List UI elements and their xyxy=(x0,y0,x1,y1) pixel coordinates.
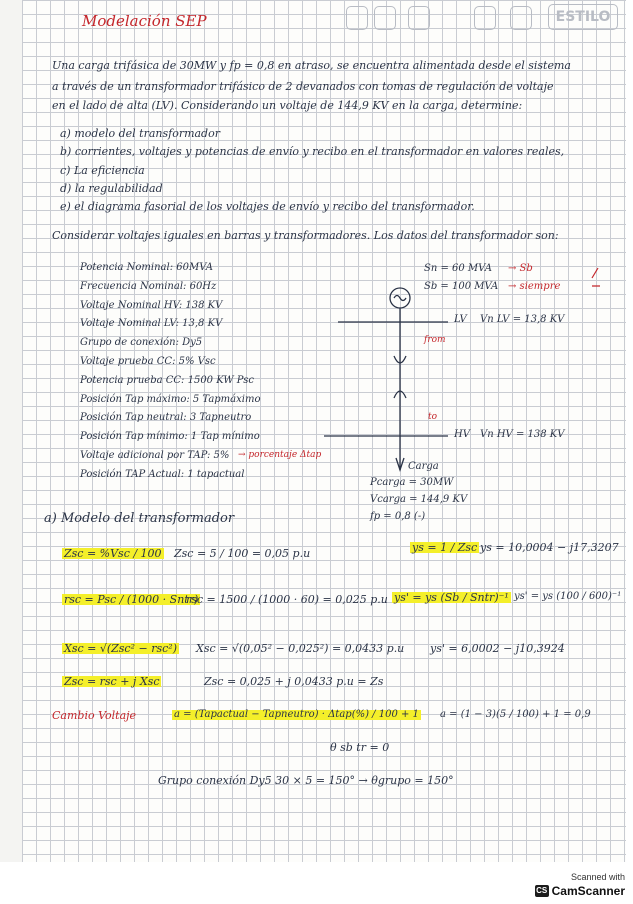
camscanner-logo-icon: CS xyxy=(536,886,548,895)
data-item: Voltaje Nominal LV: 13,8 KV xyxy=(80,318,223,329)
rsc-calc: rsc = 1500 / (1000 · 60) = 0,025 p.u xyxy=(186,593,388,606)
a-formula: a = (Tapactual − Tapneutro) · Δtap(%) / 100 + 1 xyxy=(174,709,419,720)
sb-note: → siempre xyxy=(508,281,561,292)
zsc-calc: Zsc = 5 / 100 = 0,05 p.u xyxy=(174,547,311,560)
data-item: Grupo de conexión: Dy5 xyxy=(80,337,203,348)
a-calc: a = (1 − 3)(5 / 100) + 1 = 0,9 xyxy=(440,709,591,720)
rsc-formula: rsc = Psc / (1000 · Sntr) xyxy=(64,593,199,606)
sn-label: Sn = 60 MVA xyxy=(424,263,492,274)
problem-line-1: Una carga trifásica de 30MW y fp = 0,8 en atraso, se encuentra alimentada desde el sistema xyxy=(52,59,571,72)
zfull-formula: Zsc = rsc + j Xsc xyxy=(64,675,160,688)
lv-label: LV xyxy=(454,314,467,325)
section-a-title: a) Modelo del transformador xyxy=(44,511,235,526)
ys1-value: ys' = 6,0002 − j10,3924 xyxy=(430,642,565,655)
problem-line-3: en el lado de alta (LV). Considerando un voltaje de 144,9 KV en la carga, determine: xyxy=(52,99,523,112)
ys-formula: ys = 1 / Zsc xyxy=(412,541,478,554)
lv-value: Vn LV = 13,8 KV xyxy=(480,314,565,325)
scanner-line-2: CamScanner xyxy=(551,884,625,898)
zfull-calc: Zsc = 0,025 + j 0,0433 p.u = Zs xyxy=(204,675,384,688)
scanner-line-2-row xyxy=(530,884,625,898)
data-item: Voltaje prueba CC: 5% Vsc xyxy=(80,356,216,367)
data-item: Potencia Nominal: 60MVA xyxy=(80,262,213,273)
grupo-line: Grupo conexión Dy5 30 × 5 = 150° → θgrupo = 150° xyxy=(158,774,454,787)
notebook-logo: ESTILO xyxy=(548,4,618,30)
data-item: Posición TAP Actual: 1 tapactual xyxy=(80,469,245,480)
ys1-eq: ys' = ys (100 / 600)⁻¹ xyxy=(514,591,622,602)
problem-item: e) el diagrama fasorial de los voltajes de envío y recibo del transformador. xyxy=(60,200,475,213)
xsc-calc: Xsc = √(0,05² − 0,025²) = 0,0433 p.u xyxy=(196,642,405,655)
from-label: from xyxy=(424,335,446,345)
theta-sb: θ sb tr = 0 xyxy=(330,741,390,754)
sb-label: Sb = 100 MVA xyxy=(424,281,499,292)
data-item: Posición Tap máximo: 5 Tapmáximo xyxy=(80,394,261,405)
scanner-line-1: Scanned with xyxy=(570,872,625,882)
to-label: to xyxy=(428,412,438,422)
zsc-formula: Zsc = %Vsc / 100 xyxy=(64,547,162,560)
camscanner-watermark xyxy=(530,872,625,900)
problem-item: d) la regulabilidad xyxy=(60,182,163,195)
problem-item: a) modelo del transformador xyxy=(60,127,220,140)
ys-value: ys = 10,0004 − j17,3207 xyxy=(480,541,619,554)
hv-label: HV xyxy=(454,429,470,440)
tap-note: → porcentaje Δtap xyxy=(238,450,322,460)
problem-consider: Considerar voltajes iguales en barras y transformadores. Los datos del transformador son: xyxy=(52,229,559,242)
sn-note: → Sb xyxy=(508,263,533,274)
load-power: Pcarga = 30MW xyxy=(370,477,454,488)
problem-item: c) La eficiencia xyxy=(60,164,145,177)
load-title: Carga xyxy=(408,461,439,472)
ac-wave-icon xyxy=(394,296,406,301)
load-pf: fp = 0,8 (-) xyxy=(370,511,426,522)
ys1-formula: ys' = ys (Sb / Sntr)⁻¹ xyxy=(394,591,509,604)
cambio-label: Cambio Voltaje xyxy=(52,709,137,722)
data-item: Voltaje adicional por TAP: 5% xyxy=(80,450,230,461)
problem-line-2: a través de un transformador trifásico de 2 devanados con tomas de regulación de voltaje xyxy=(52,80,554,93)
data-item: Posición Tap mínimo: 1 Tap mínimo xyxy=(80,431,260,442)
check-mark-icon xyxy=(592,268,600,286)
hv-value: Vn HV = 138 KV xyxy=(480,429,565,440)
data-item: Posición Tap neutral: 3 Tapneutro xyxy=(80,412,252,423)
xsc-formula: Xsc = √(Zsc² − rsc²) xyxy=(64,642,177,655)
data-item: Frecuencia Nominal: 60Hz xyxy=(80,281,217,292)
page-title: Modelación SEP xyxy=(82,12,207,30)
data-item: Potencia prueba CC: 1500 KW Psc xyxy=(80,375,254,386)
load-voltage: Vcarga = 144,9 KV xyxy=(370,494,468,505)
data-item: Voltaje Nominal HV: 138 KV xyxy=(80,300,223,311)
problem-item: b) corrientes, voltajes y potencias de envío y recibo en el transformador en valores reales, xyxy=(60,145,565,158)
